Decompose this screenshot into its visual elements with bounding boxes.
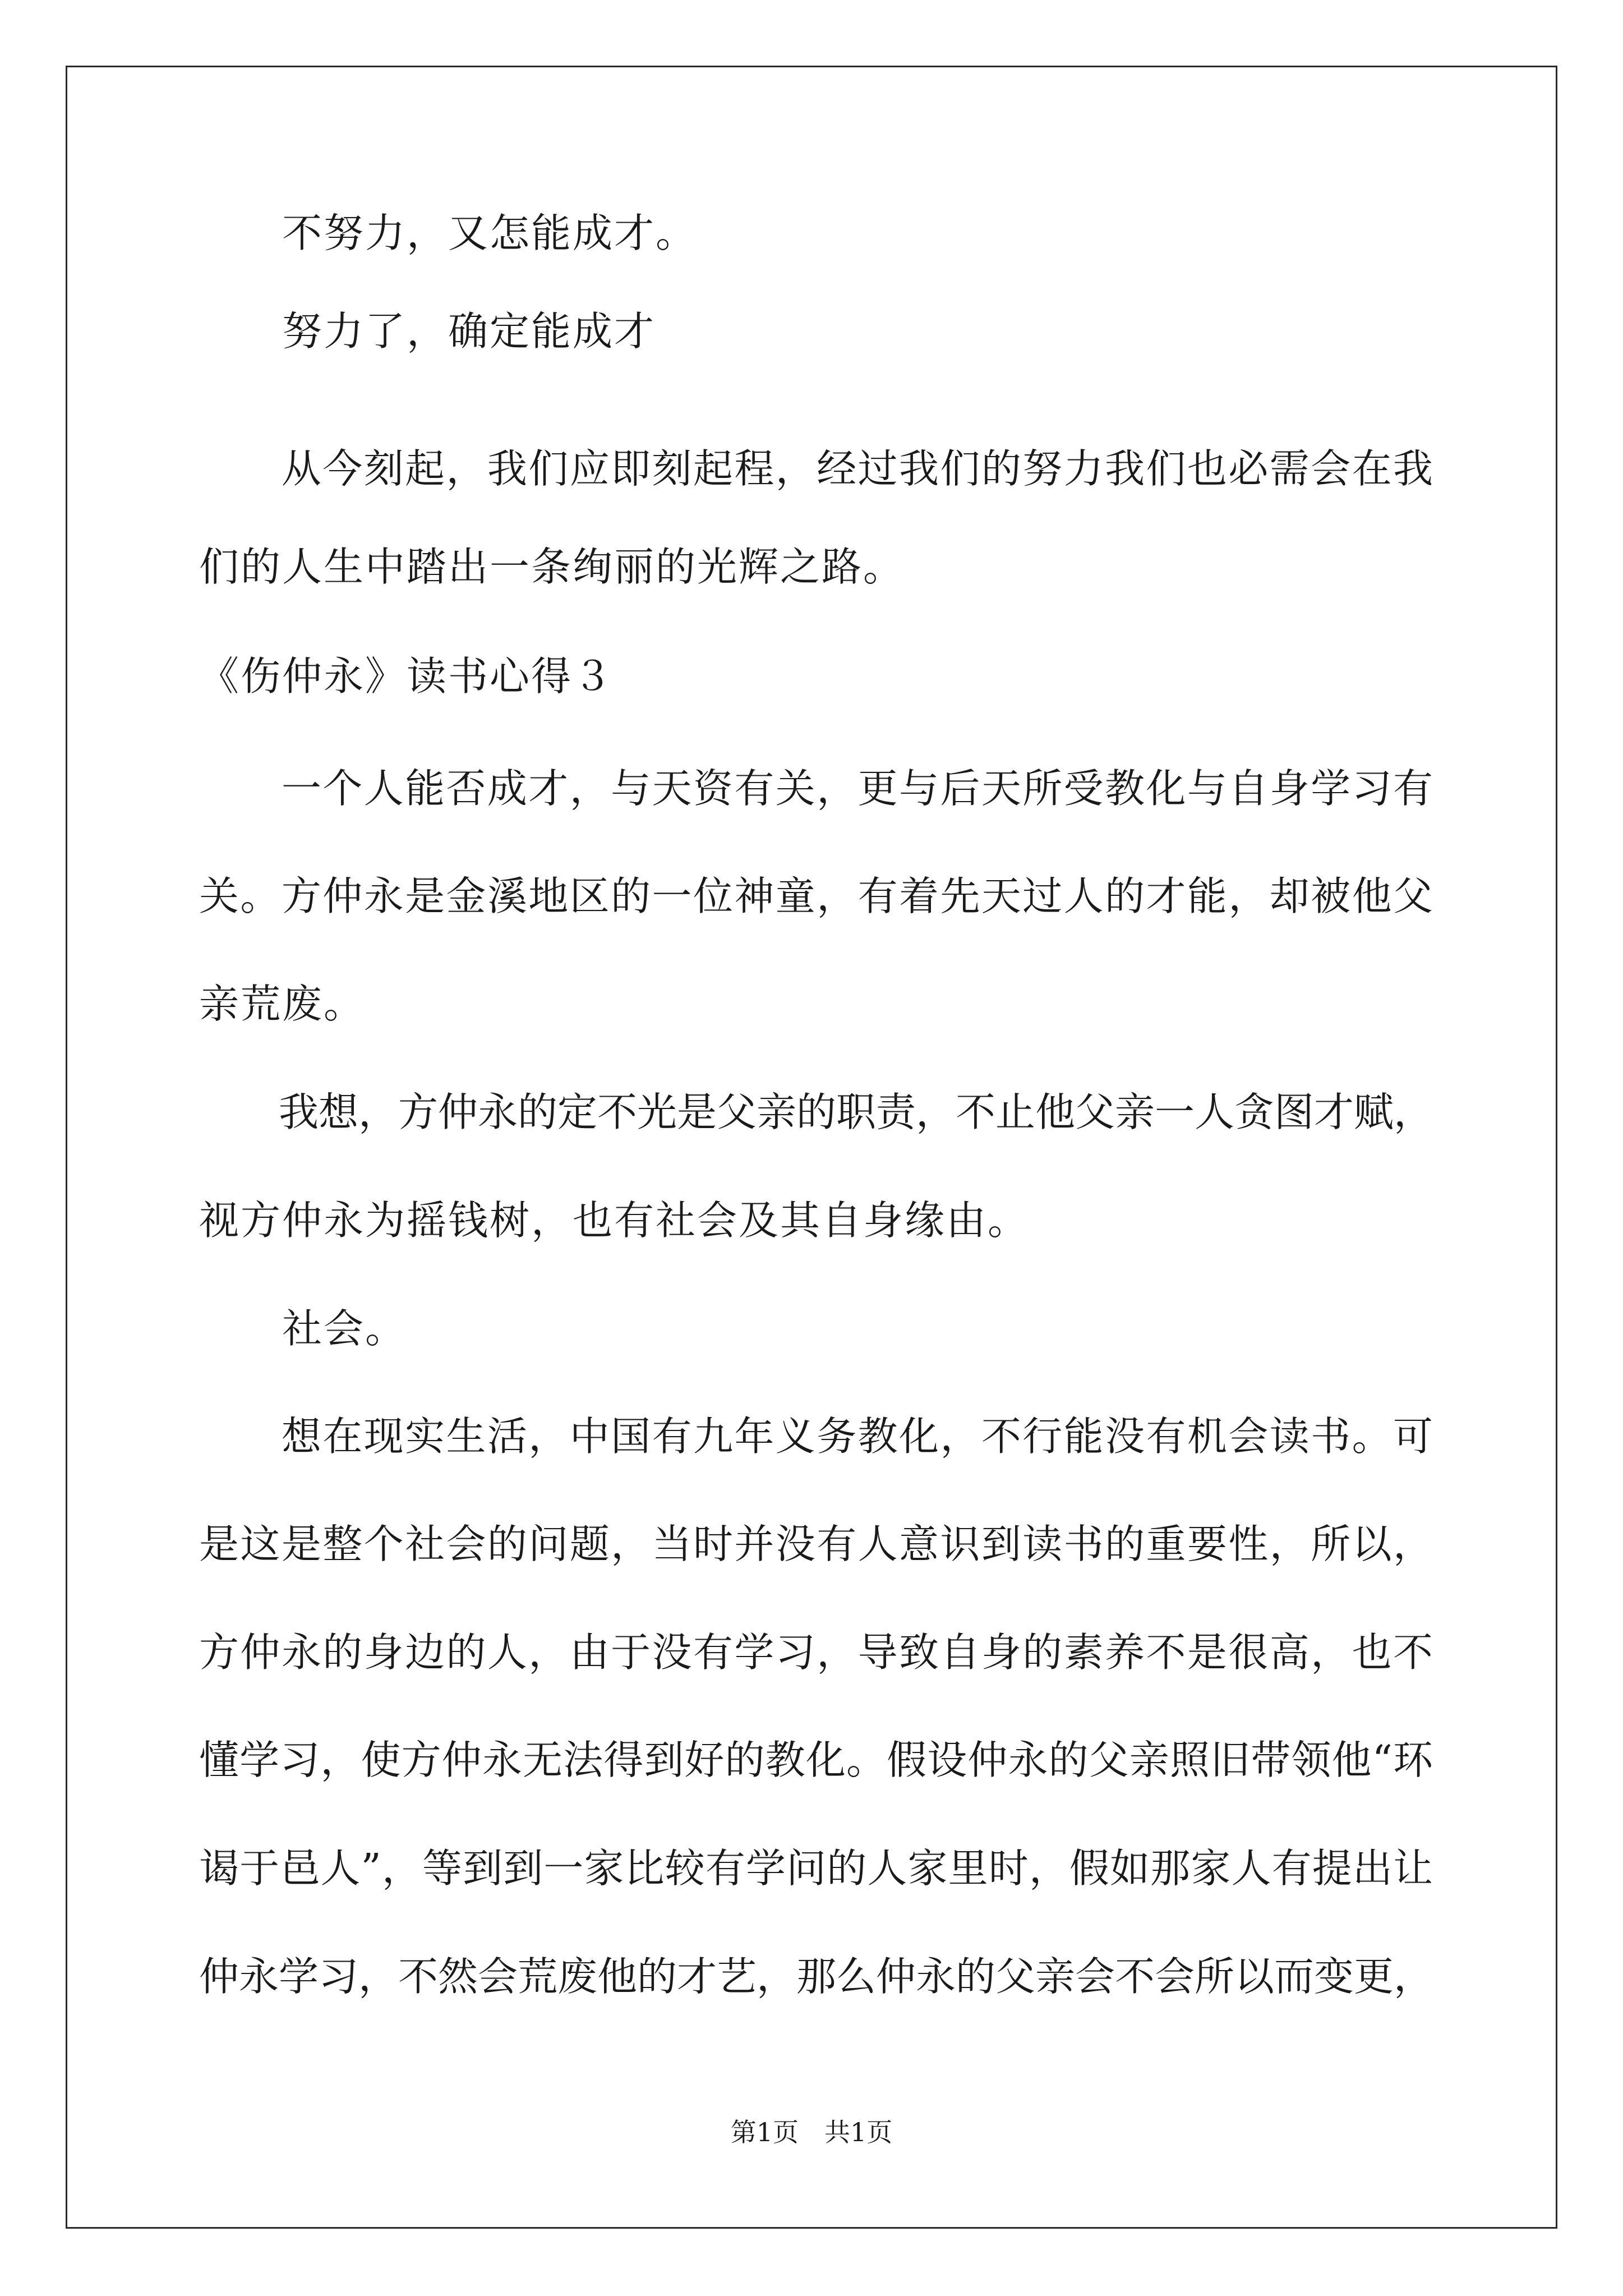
- paragraph-line: 从今刻起，我们应即刻起程，经过我们的努力我们也必需会在我: [199, 445, 1433, 492]
- page-number-footer: 第1页 共1页: [730, 2117, 893, 2147]
- paragraph-line: 懂学习，使方仲永无法得到好的教化。假设仲永的父亲照旧带领他“环: [199, 1737, 1433, 1783]
- page-border: [66, 66, 1557, 2229]
- paragraph-line: 谒于邑人”，等到到一家比较有学问的人家里时，假如那家人有提出让: [199, 1845, 1433, 1892]
- paragraph-line: 一个人能否成才，与天资有关，更与后天所受教化与自身学习有: [199, 765, 1433, 812]
- paragraph-line: 社会。: [199, 1305, 407, 1352]
- paragraph-line: 是这是整个社会的问题，当时并没有人意识到读书的重要性，所以，: [199, 1521, 1433, 1567]
- paragraph-line: 视方仲永为摇钱树，也有社会及其自身缘由。: [199, 1197, 1030, 1244]
- section-heading: 《伤仲永》读书心得３: [199, 653, 615, 700]
- paragraph-line: 想在现实生活，中国有九年义务教化，不行能没有机会读书。可: [199, 1413, 1433, 1460]
- paragraph-line: 仲永学习，不然会荒废他的才艺，那么仲永的父亲会不会所以而变更，: [199, 1953, 1434, 2000]
- paragraph-line: 们的人生中踏出一条绚丽的光辉之路。: [199, 544, 905, 590]
- paragraph-line: 方仲永的身边的人，由于没有学习，导致自身的素养不是很高，也不: [199, 1629, 1433, 1676]
- paragraph-line: 努力了，确定能成才: [199, 308, 656, 355]
- paragraph-line: 关。方仲永是金溪地区的一位神童，有着先天过人的才能，却被他父: [199, 873, 1433, 919]
- paragraph-line: 不努力，又怎能成才。: [199, 210, 698, 256]
- paragraph-line: 我想，方仲永的定不光是父亲的职责，不止他父亲一人贪图才赋，: [199, 1089, 1434, 1135]
- paragraph-line: 亲荒废。: [199, 981, 366, 1027]
